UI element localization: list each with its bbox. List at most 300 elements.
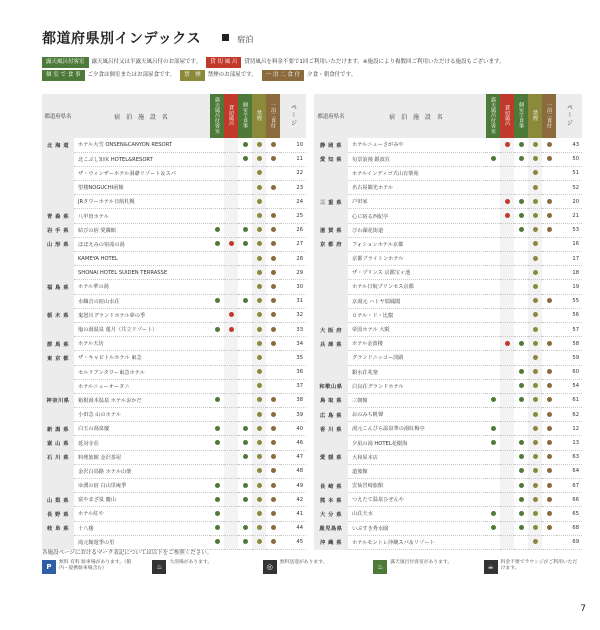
feature-cell: [252, 493, 266, 507]
feature-cell: [252, 365, 266, 379]
feature-dot-icon: [547, 142, 552, 147]
page-cell: 65: [556, 507, 582, 521]
feature-cell: [238, 436, 252, 450]
feature-cell: [486, 507, 500, 521]
page-cell: 58: [556, 337, 582, 351]
feature-dot-icon: [215, 397, 220, 402]
feature-dot-icon: [547, 497, 552, 502]
pref-header: 都道府県名: [42, 94, 74, 138]
feature-dot-icon: [215, 241, 220, 246]
feature-cell: [210, 166, 224, 180]
pref-cell: 愛 知 県: [314, 152, 348, 166]
table-row: [314, 181, 582, 195]
feature-cell: [500, 365, 514, 379]
feature-dot-icon: [215, 426, 220, 431]
feature-cell: [528, 422, 542, 436]
feature-cell: [514, 379, 528, 393]
feature-dot-icon: [533, 355, 538, 360]
page-cell: 13: [556, 436, 582, 450]
pref-cell: [42, 365, 74, 379]
facility-name: 滝元館遊季の里: [74, 535, 210, 549]
facility-name: JRタワーホテル日航札幌: [74, 195, 210, 209]
feature-cell: [266, 521, 280, 535]
feature-dot-icon: [519, 440, 524, 445]
feature-cell: [266, 422, 280, 436]
feature-cell: [210, 493, 224, 507]
page-cell: 39: [280, 408, 306, 422]
page-cell: 50: [556, 152, 582, 166]
feature-cell: [528, 138, 542, 152]
feature-cell: [486, 351, 500, 365]
feature-cell: [500, 280, 514, 294]
feature-dot-icon: [257, 525, 262, 530]
feature-dot-icon: [533, 539, 538, 544]
feature-cell: [224, 252, 238, 266]
pref-cell: 長 崎 県: [314, 479, 348, 493]
table-row: [314, 252, 582, 266]
feature-cell: [252, 337, 266, 351]
table-row: [42, 464, 306, 478]
feature-dot-icon: [533, 440, 538, 445]
feature-dot-icon: [229, 312, 234, 317]
feature-dot-icon: [257, 454, 262, 459]
feature-cell: [224, 294, 238, 308]
footer-icon-item: [484, 560, 582, 574]
feature-dot-icon: [533, 397, 538, 402]
feature-dot-icon: [271, 227, 276, 232]
feature-cell: [266, 322, 280, 336]
feature-dot-icon: [533, 284, 538, 289]
feature-dot-icon: [533, 213, 538, 218]
facility-name: いぶすき秀水園: [348, 521, 486, 535]
feature-cell: [486, 365, 500, 379]
feature-cell: [500, 209, 514, 223]
page-cell: 68: [556, 521, 582, 535]
feature-cell: [528, 365, 542, 379]
table-row: [42, 393, 306, 407]
feature-column-header: [224, 94, 238, 138]
footer-icon-text: 大浴場があります。: [169, 560, 213, 565]
facility-name: 水織音の宿山水荘: [74, 294, 210, 308]
feature-cell: [542, 266, 556, 280]
facility-name: 旬景浪漫 銀波荘: [348, 152, 486, 166]
feature-icon: P: [42, 560, 56, 574]
footer-icon-text: 無料 有料 駐車場があります。（館内・提携駐車場含む）: [59, 560, 132, 571]
feature-cell: [224, 436, 238, 450]
feature-cell: [238, 464, 252, 478]
pref-cell: 大 阪 府: [314, 322, 348, 336]
feature-dot-icon: [257, 412, 262, 417]
footer-caption: 各施設ページにおけるマーク表記については以下をご参照ください。: [42, 550, 213, 556]
feature-column-header: [500, 94, 514, 138]
feature-dot-icon: [491, 426, 496, 431]
page-cell: 19: [556, 280, 582, 294]
feature-dot-icon: [547, 426, 552, 431]
pref-cell: 富 山 県: [42, 436, 74, 450]
feature-cell: [542, 365, 556, 379]
feature-dot-icon: [519, 199, 524, 204]
pref-cell: 鹿児島県: [314, 521, 348, 535]
pref-cell: 和歌山県: [314, 379, 348, 393]
feature-dot-icon: [271, 185, 276, 190]
table-row: [314, 351, 582, 365]
feature-dot-icon: [215, 511, 220, 516]
feature-dot-icon: [533, 369, 538, 374]
feature-cell: [252, 266, 266, 280]
page-cell: 52: [556, 181, 582, 195]
feature-dot-icon: [243, 525, 248, 530]
pref-cell: 香 川 県: [314, 422, 348, 436]
page-cell: 59: [556, 351, 582, 365]
legend-tag: 貸 切 風 呂: [206, 57, 241, 68]
facility-name: ホテル金波楼: [348, 337, 486, 351]
index-table-left: [42, 94, 306, 550]
feature-cell: [528, 450, 542, 464]
footer-icon-item: [263, 560, 361, 574]
page-cell: 69: [556, 535, 582, 549]
feature-cell: [238, 195, 252, 209]
feature-dot-icon: [519, 369, 524, 374]
feature-cell: [514, 280, 528, 294]
feature-dot-icon: [519, 483, 524, 488]
feature-cell: [542, 351, 556, 365]
table-row: [42, 266, 306, 280]
feature-cell: [528, 308, 542, 322]
pref-cell: [42, 322, 74, 336]
feature-cell: [528, 195, 542, 209]
feature-cell: [224, 479, 238, 493]
facility-name-header: 宿 泊 施 設 名: [348, 94, 486, 138]
feature-cell: [514, 138, 528, 152]
feature-dot-icon: [505, 341, 510, 346]
facility-name: ホテルインディゴ犬山有楽苑: [348, 166, 486, 180]
square-bullet-icon: [222, 34, 229, 41]
feature-cell: [486, 138, 500, 152]
pref-cell: [314, 365, 348, 379]
feature-dot-icon: [257, 468, 262, 473]
feature-cell: [266, 337, 280, 351]
feature-cell: [486, 422, 500, 436]
page-cell: 40: [280, 422, 306, 436]
feature-icon: ☕: [484, 560, 498, 574]
feature-cell: [542, 436, 556, 450]
page-cell: 64: [556, 464, 582, 478]
feature-cell: [514, 408, 528, 422]
page-title: 都道府県別インデックス: [42, 31, 202, 47]
page-cell: 34: [280, 337, 306, 351]
pref-cell: 栃 木 県: [42, 308, 74, 322]
feature-cell: [224, 138, 238, 152]
feature-dot-icon: [271, 327, 276, 332]
feature-dot-icon: [519, 227, 524, 232]
feature-dot-icon: [243, 539, 248, 544]
feature-cell: [224, 393, 238, 407]
feature-dot-icon: [271, 440, 276, 445]
feature-dot-icon: [243, 426, 248, 431]
feature-dot-icon: [491, 525, 496, 530]
feature-cell: [500, 422, 514, 436]
feature-cell: [224, 266, 238, 280]
feature-dot-icon: [229, 327, 234, 332]
feature-dot-icon: [533, 383, 538, 388]
feature-column-header: [238, 94, 252, 138]
feature-icon: ♨: [373, 560, 387, 574]
feature-cell: [252, 294, 266, 308]
feature-dot-icon: [533, 341, 538, 346]
table-row: [42, 479, 306, 493]
footer-legend: [42, 548, 582, 608]
feature-cell: [238, 493, 252, 507]
table-row: [42, 209, 306, 223]
feature-cell: [224, 365, 238, 379]
feature-cell: [238, 351, 252, 365]
feature-dot-icon: [533, 468, 538, 473]
table-row: [314, 464, 582, 478]
feature-cell: [486, 379, 500, 393]
facility-name: セルリアンタワー東急ホテル: [74, 365, 210, 379]
page-cell: 48: [280, 464, 306, 478]
feature-cell: [486, 408, 500, 422]
pref-cell: [42, 464, 74, 478]
feature-cell: [514, 479, 528, 493]
facility-name: つえたて温泉ひぜんや: [348, 493, 486, 507]
feature-dot-icon: [257, 483, 262, 488]
feature-dot-icon: [547, 511, 552, 516]
feature-cell: [514, 209, 528, 223]
feature-cell: [252, 252, 266, 266]
feature-cell: [252, 237, 266, 251]
footer-icon-item: [373, 560, 471, 574]
pref-cell: 山 形 県: [42, 237, 74, 251]
feature-cell: [514, 422, 528, 436]
feature-dot-icon: [271, 270, 276, 275]
feature-cell: [514, 308, 528, 322]
feature-dot-icon: [215, 227, 220, 232]
feature-dot-icon: [271, 412, 276, 417]
pref-cell: 鳥 取 県: [314, 393, 348, 407]
feature-cell: [224, 237, 238, 251]
feature-dot-icon: [533, 426, 538, 431]
pref-cell: 大 分 県: [314, 507, 348, 521]
feature-cell: [500, 464, 514, 478]
feature-dot-icon: [519, 397, 524, 402]
feature-cell: [252, 408, 266, 422]
feature-cell: [266, 181, 280, 195]
table-row: [314, 479, 582, 493]
page-cell: 62: [556, 408, 582, 422]
feature-cell: [210, 152, 224, 166]
feature-dot-icon: [271, 241, 276, 246]
page-number: 7: [580, 604, 586, 614]
page-cell: 61: [556, 393, 582, 407]
feature-cell: [500, 507, 514, 521]
feature-dot-icon: [491, 156, 496, 161]
feature-dot-icon: [271, 341, 276, 346]
facility-name: ホテル紅や: [74, 507, 210, 521]
pref-cell: 東 京 都: [42, 351, 74, 365]
pref-cell: [42, 152, 74, 166]
feature-cell: [514, 436, 528, 450]
feature-dot-icon: [271, 525, 276, 530]
feature-cell: [500, 266, 514, 280]
pref-cell: [42, 166, 74, 180]
page-cell: 63: [556, 450, 582, 464]
page-cell: 53: [556, 223, 582, 237]
feature-cell: [252, 322, 266, 336]
feature-dot-icon: [257, 355, 262, 360]
facility-name: 心に宿る西紀亭: [348, 209, 486, 223]
feature-dot-icon: [215, 327, 220, 332]
page-cell: 49: [280, 479, 306, 493]
legend-tag: 露天風呂付客室: [42, 57, 89, 68]
feature-cell: [528, 479, 542, 493]
feature-cell: [542, 521, 556, 535]
feature-cell: [266, 479, 280, 493]
feature-cell: [514, 337, 528, 351]
feature-column-header: [266, 94, 280, 138]
feature-dot-icon: [547, 440, 552, 445]
feature-dot-icon: [547, 454, 552, 459]
feature-cell: [266, 152, 280, 166]
feature-cell: [542, 152, 556, 166]
feature-cell: [224, 181, 238, 195]
table-row: [42, 294, 306, 308]
facility-name: 三朝館: [348, 393, 486, 407]
feature-cell: [500, 493, 514, 507]
facility-name: 北こぶし知床 HOTEL&RESORT: [74, 152, 210, 166]
feature-cell: [514, 166, 528, 180]
feature-cell: [266, 408, 280, 422]
table-row: [314, 266, 582, 280]
feature-cell: [266, 280, 280, 294]
feature-cell: [528, 436, 542, 450]
page-header: [280, 94, 306, 138]
feature-cell: [238, 408, 252, 422]
pref-cell: [42, 252, 74, 266]
page-cell: 23: [280, 181, 306, 195]
table-row: [42, 450, 306, 464]
feature-dot-icon: [257, 327, 262, 332]
pref-cell: [314, 464, 348, 478]
page-cell: 47: [280, 450, 306, 464]
feature-dot-icon: [257, 440, 262, 445]
feature-cell: [210, 464, 224, 478]
feature-dot-icon: [271, 483, 276, 488]
table-row: [42, 280, 306, 294]
feature-cell: [238, 237, 252, 251]
feature-cell: [542, 166, 556, 180]
table-row: [314, 493, 582, 507]
feature-cell: [210, 181, 224, 195]
feature-cell: [486, 337, 500, 351]
feature-cell: [210, 365, 224, 379]
feature-dot-icon: [547, 341, 552, 346]
pref-cell: 静 岡 県: [314, 138, 348, 152]
feature-cell: [528, 252, 542, 266]
feature-cell: [486, 181, 500, 195]
pref-cell: 新 潟 県: [42, 422, 74, 436]
feature-cell: [224, 507, 238, 521]
feature-cell: [486, 450, 500, 464]
feature-dot-icon: [533, 454, 538, 459]
feature-cell: [238, 280, 252, 294]
feature-dot-icon: [533, 312, 538, 317]
feature-cell: [252, 479, 266, 493]
feature-dot-icon: [271, 511, 276, 516]
feature-cell: [266, 379, 280, 393]
index-table-right: [314, 94, 582, 550]
feature-cell: [266, 195, 280, 209]
feature-dot-icon: [505, 142, 510, 147]
feature-dot-icon: [271, 213, 276, 218]
pref-cell: 長 野 県: [42, 507, 74, 521]
facility-name: 山荘天水: [348, 507, 486, 521]
facility-name: ホテル日航プリンセス京都: [348, 280, 486, 294]
feature-dot-icon: [271, 454, 276, 459]
facility-name: 望楼NOGUCHI函館: [74, 181, 210, 195]
feature-cell: [514, 223, 528, 237]
feature-cell: [210, 422, 224, 436]
facility-name: 京都ブライトンホテル: [348, 252, 486, 266]
feature-cell: [500, 195, 514, 209]
feature-dot-icon: [271, 468, 276, 473]
feature-cell: [514, 294, 528, 308]
feature-cell: [266, 223, 280, 237]
feature-cell: [528, 351, 542, 365]
feature-dot-icon: [257, 383, 262, 388]
feature-cell: [210, 266, 224, 280]
feature-cell: [500, 436, 514, 450]
feature-cell: [542, 308, 556, 322]
table-row: [42, 223, 306, 237]
feature-cell: [514, 252, 528, 266]
feature-cell: [542, 337, 556, 351]
feature-cell: [266, 450, 280, 464]
page-cell: 30: [280, 280, 306, 294]
feature-dot-icon: [243, 241, 248, 246]
feature-cell: [252, 152, 266, 166]
facility-name: 金沢白鳥路 ホテル山楽: [74, 464, 210, 478]
page-cell: 33: [280, 322, 306, 336]
table-row: [42, 138, 306, 152]
feature-cell: [238, 181, 252, 195]
feature-cell: [210, 294, 224, 308]
table-row: [314, 209, 582, 223]
feature-cell: [224, 464, 238, 478]
feature-cell: [528, 166, 542, 180]
feature-cell: [238, 152, 252, 166]
feature-dot-icon: [257, 284, 262, 289]
pref-cell: 熊 本 県: [314, 493, 348, 507]
feature-cell: [486, 436, 500, 450]
table-row: [314, 379, 582, 393]
feature-dot-icon: [243, 156, 248, 161]
pref-cell: 三 重 県: [314, 195, 348, 209]
feature-dot-icon: [547, 525, 552, 530]
feature-column-label: 露天風呂付客室: [490, 96, 496, 134]
legend-tag: 個 室 で 食 事: [42, 70, 85, 81]
facility-name: 十八楼: [74, 521, 210, 535]
feature-cell: [252, 507, 266, 521]
feature-cell: [500, 450, 514, 464]
feature-cell: [514, 195, 528, 209]
pref-cell: 群 馬 県: [42, 337, 74, 351]
feature-dot-icon: [533, 483, 538, 488]
facility-name: フォションホテル京都: [348, 237, 486, 251]
feature-cell: [252, 393, 266, 407]
facility-name: 八甲田ホテル: [74, 209, 210, 223]
page-cell: 24: [280, 195, 306, 209]
